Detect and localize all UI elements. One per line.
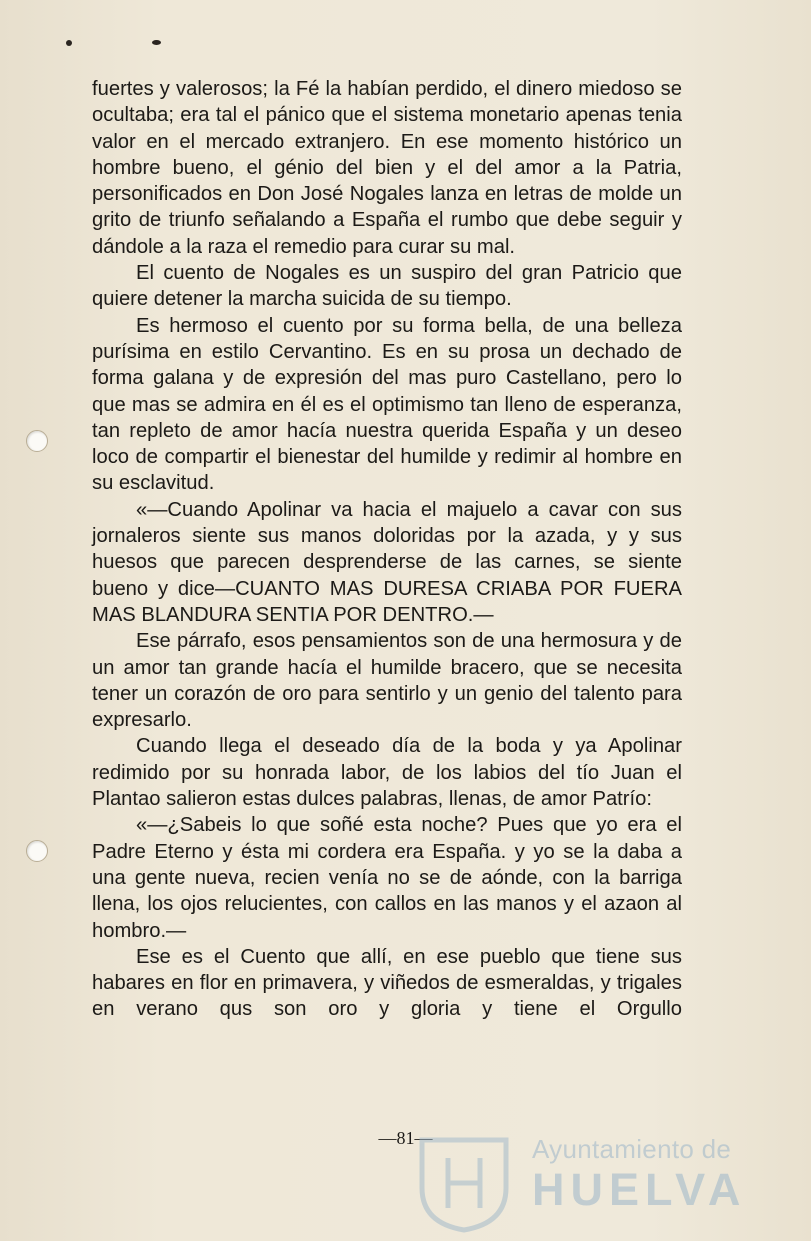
ink-speck: [66, 40, 72, 46]
body-text: [92, 76, 682, 1023]
page-number: —81—: [378, 1128, 433, 1148]
ink-speck: [152, 40, 161, 45]
paragraph-6: Cuando llega el deseado día de la boda y ya Apolinar redimido por su honrada labor, de los labios del tío Juan el Plantao salieron estas dulces palabras, llenas, de amor Patrío:: [92, 735, 682, 811]
paragraph-8: Ese es el Cuento que allí, en ese pueblo que tiene sus habares en flor en primavera, y viñedos de esmeraldas, y trigales en verano qus son oro y gloria y tiene el Orgullo: [92, 945, 682, 1021]
punch-hole-lower: [26, 840, 48, 862]
paragraph-5: Ese párrafo, esos pensamientos son de una hermosura y de un amor tan grande hacía el humilde bracero, que se necesita tener un corazón de oro para sentirlo y un genio del talento para expresarlo.: [92, 630, 682, 732]
paragraph-2: El cuento de Nogales es un suspiro del gran Patricio que quiere detener la marcha suicida de su tiempo.: [92, 262, 682, 311]
paragraph-7-quote: «—¿Sabeis lo que soñé esta noche? Pues que yo era el Padre Eterno y ésta mi cordera era España. y yo se la daba a una gente nueva, recien venía no se de aónde, con la barriga llena, los ojos relucientes, con callos en las manos y el azaon al hombro.—: [92, 814, 682, 942]
paragraph-3: Es hermoso el cuento por su forma bella, de una belleza purísima en estilo Cervantino. Es en su prosa un dechado de forma galana y de expresión del mas puro Castellano, pero lo que mas se admira en él es el optimismo tan lleno de esperanza, tan repleto de amor hacía nuestra querida España y un deseo loco de compartir el bienestar del humilde y redimir al hombre en su esclavitud.: [92, 314, 682, 495]
watermark-line-1: Ayuntamiento de: [532, 1134, 732, 1164]
paragraph-4-quote: «—Cuando Apolinar va hacia el majuelo a cavar con sus jornaleros siente sus manos doloridas por la azada, y y sus huesos que parecen desprenderse de las carnes, se siente bueno y dice—CUANTO MAS DURESA CRIABA POR FUERA MAS BLANDURA SENTIA POR DENTRO.—: [92, 498, 682, 626]
paragraph-1: fuertes y valerosos; la Fé la habían perdido, el dinero miedoso se ocultaba; era tal el pánico que el sistema monetario apenas tenia valor en el mercado extranjero. En ese momento histórico un hombre bueno, el génio del bien y el del amor a la Patria, personificados en Don José Nogales lanza en letras de molde un grito de triunfo señalando a España el rumbo que debe seguir y dándole a la raza el remedio para curar su mal.: [92, 78, 682, 258]
watermark: [532, 1133, 802, 1215]
punch-hole-upper: [26, 430, 48, 452]
shield-watermark-icon: [408, 1128, 520, 1233]
watermark-line-2: HUELVA: [532, 1164, 747, 1215]
